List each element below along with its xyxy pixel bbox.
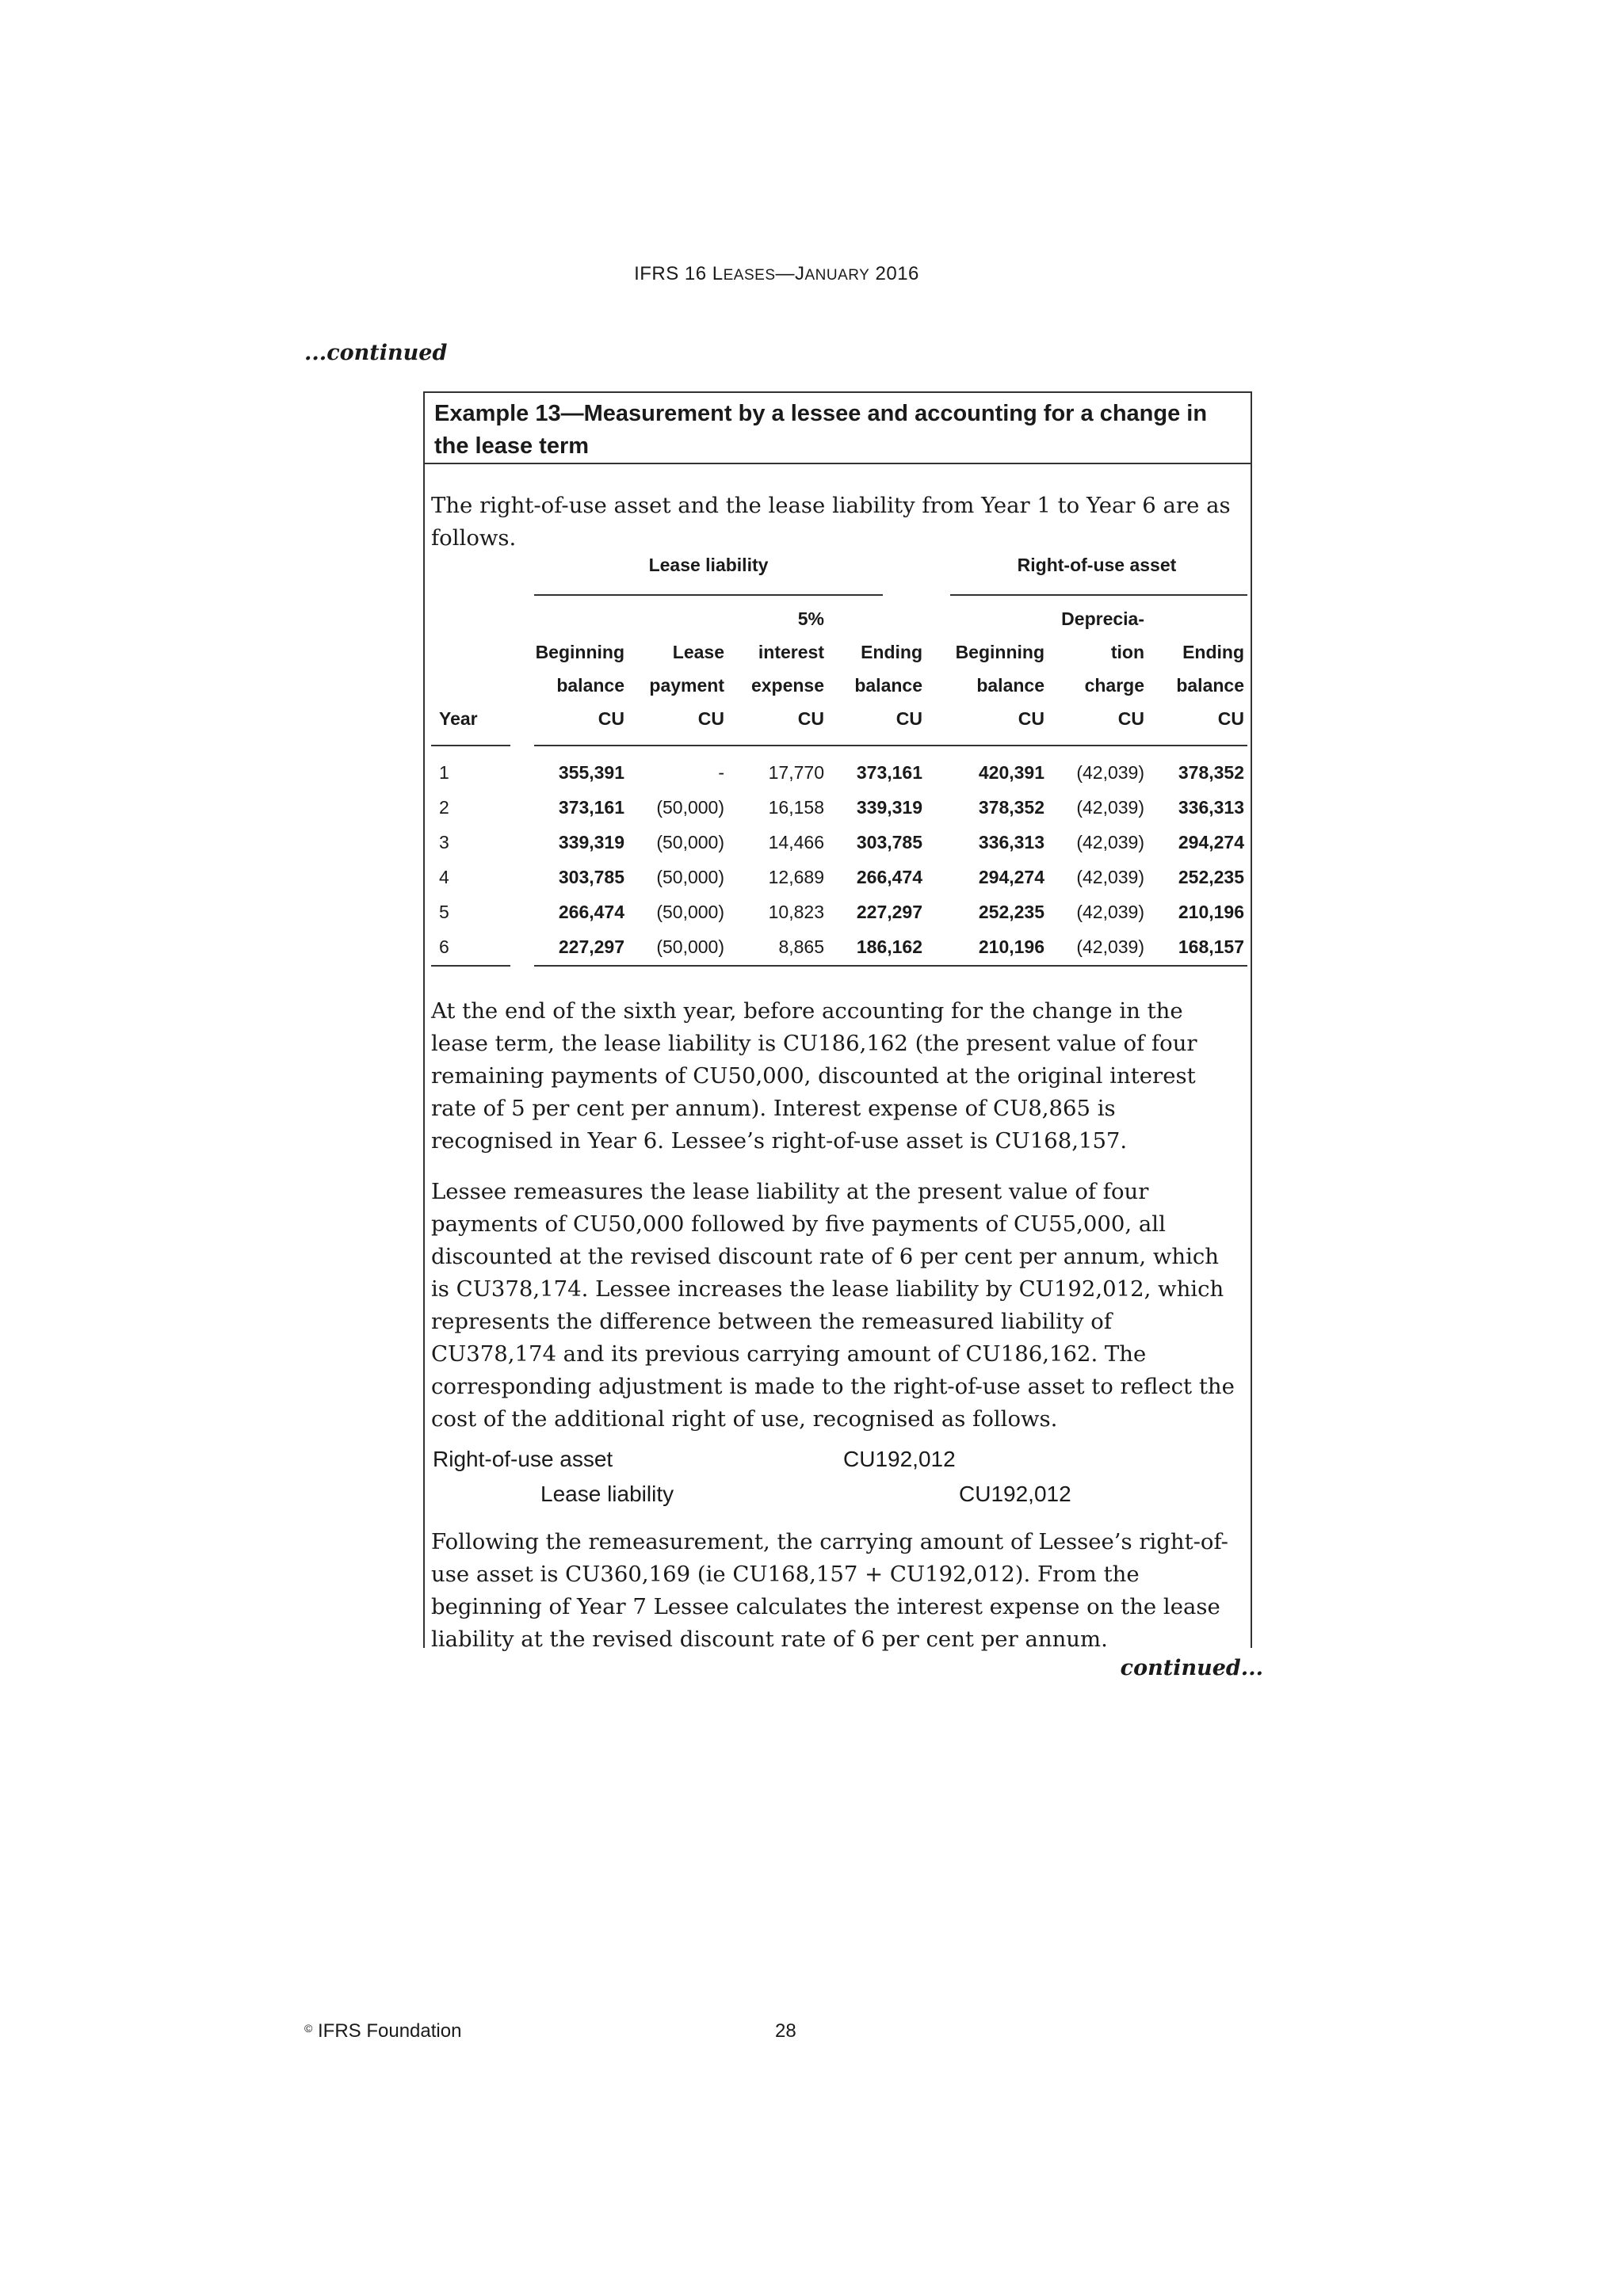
- rule-bottom-year: [431, 965, 510, 967]
- table-cell: (42,039): [1076, 797, 1144, 818]
- header-cell: 5%: [797, 608, 824, 629]
- journal-credit-label: Lease liability: [540, 1482, 674, 1506]
- header-cell: CU: [697, 708, 724, 729]
- footer-copyright: © IFRS Foundation: [304, 2020, 462, 2042]
- row-year: 2: [439, 797, 449, 818]
- table-cell: 12,689: [768, 867, 824, 887]
- rule-bottom: [534, 965, 1247, 967]
- header-cell: CU: [1018, 708, 1044, 729]
- paragraph-2: Lessee remeasures the lease liability at the present value of four payments of CU50,000 followed by five payments of CU55,000, all discounted at the revised discount rate of 6 per cent per annum, which is CU378,174. Lessee increases the lease liability by CU192,012, which represents the difference between the remeasured liability of CU378,174 and its previous carrying amount of CU186,162. The corresponding adjustment is made to the right-of-use asset to reflect the cost of the additional right of use, recognised as follows.: [431, 1179, 1235, 1432]
- header-cell: CU: [896, 708, 922, 729]
- table-cell: (42,039): [1076, 936, 1144, 957]
- table-cell: (50,000): [656, 902, 724, 922]
- journal-debit-amount: CU192,012: [843, 1447, 956, 1471]
- row-year: 4: [439, 867, 449, 887]
- table-cell: (50,000): [656, 867, 724, 887]
- table-cell: 227,297: [558, 936, 624, 957]
- row-year: 1: [439, 762, 449, 783]
- header-cell: CU: [797, 708, 824, 729]
- rule-asset: [950, 594, 1247, 596]
- intro-paragraph: The right-of-use asset and the lease liability from Year 1 to Year 6 are as follows.: [431, 493, 1231, 551]
- table-cell: 168,157: [1178, 936, 1244, 957]
- table-cell: 373,161: [558, 797, 624, 818]
- table-cell: (42,039): [1076, 902, 1144, 922]
- table-cell: (42,039): [1076, 832, 1144, 852]
- table-cell: 8,865: [778, 936, 824, 957]
- header-cell: tion: [1110, 642, 1144, 662]
- group-right-of-use: Right-of-use asset: [1017, 555, 1177, 575]
- table-cell: 210,196: [1178, 902, 1244, 922]
- row-year: 6: [439, 936, 449, 957]
- table-cell: 227,297: [856, 902, 922, 922]
- table-cell: 16,158: [768, 797, 824, 818]
- header-cell: balance: [556, 675, 624, 696]
- header-cell: Deprecia-: [1061, 608, 1144, 629]
- table-cell: 186,162: [856, 936, 922, 957]
- table-cell: 355,391: [558, 762, 624, 783]
- table-cell: 252,235: [1178, 867, 1244, 887]
- header-cell: Year: [439, 708, 478, 729]
- table-cell: 373,161: [856, 762, 922, 783]
- table-cell: 420,391: [978, 762, 1044, 783]
- header-cell: expense: [750, 675, 824, 696]
- continued-top-label: ...continued: [304, 341, 448, 365]
- header-cell: Beginning: [535, 642, 624, 662]
- table-cell: 303,785: [856, 832, 922, 852]
- rule-liability: [534, 594, 883, 596]
- header-cell: Ending: [861, 642, 922, 662]
- header-cell: balance: [1176, 675, 1244, 696]
- table-cell: (42,039): [1076, 867, 1144, 887]
- header-cell: Beginning: [955, 642, 1044, 662]
- page-number: 28: [775, 2020, 796, 2042]
- row-year: 3: [439, 832, 449, 852]
- table-cell: (50,000): [656, 832, 724, 852]
- journal-credit-amount: CU192,012: [959, 1482, 1071, 1506]
- header-cell: balance: [854, 675, 922, 696]
- rule-header-year: [431, 745, 510, 746]
- example-title: Example 13—Measurement by a lessee and accounting for a change in the lease term: [423, 391, 1252, 464]
- running-header: IFRS 16 LEASES—JANUARY 2016: [634, 263, 919, 284]
- table-cell: 210,196: [978, 936, 1044, 957]
- continued-bottom-label: continued...: [1120, 1656, 1263, 1680]
- lease-table: [431, 555, 1247, 967]
- header-cell: CU: [1117, 708, 1144, 729]
- table-cell: 294,274: [978, 867, 1044, 887]
- table-cell: 336,313: [1178, 797, 1244, 818]
- copyright-symbol: ©: [304, 2022, 313, 2035]
- paragraph-3: Following the remeasurement, the carrying amount of Lessee’s right-of-use asset is CU360,169 (ie CU168,157 + CU192,012). From the beginning of Year 7 Lessee calculates the interest expense on the lease liability at the revised discount rate of 6 per cent per annum.: [431, 1529, 1228, 1652]
- row-year: 5: [439, 902, 449, 922]
- rule-header: [534, 745, 1247, 746]
- header-cell: payment: [649, 675, 724, 696]
- table-cell: 378,352: [978, 797, 1044, 818]
- table-cell: 378,352: [1178, 762, 1244, 783]
- table-cell: 252,235: [978, 902, 1044, 922]
- table-cell: 10,823: [768, 902, 824, 922]
- journal-debit-label: Right-of-use asset: [433, 1447, 613, 1471]
- header-cell: Ending: [1182, 642, 1244, 662]
- table-cell: (50,000): [656, 936, 724, 957]
- header-cell: interest: [758, 642, 824, 662]
- table-cell: 303,785: [558, 867, 624, 887]
- table-cell: (50,000): [656, 797, 724, 818]
- table-cell: 336,313: [978, 832, 1044, 852]
- paragraph-1: At the end of the sixth year, before accounting for the change in the lease term, the lease liability is CU186,162 (the present value of four remaining payments of CU50,000, discounted at the original interest rate of 5 per cent per annum). Interest expense of CU8,865 is recognised in Year 6. Lessee’s right-of-use asset is CU168,157.: [431, 998, 1197, 1154]
- header-cell: Lease: [672, 642, 724, 662]
- table-cell: 339,319: [558, 832, 624, 852]
- table-cell: (42,039): [1076, 762, 1144, 783]
- group-lease-liability: Lease liability: [648, 555, 769, 575]
- header-cell: balance: [976, 675, 1044, 696]
- table-cell: 17,770: [768, 762, 824, 783]
- table-cell: 339,319: [856, 797, 922, 818]
- table-cell: 266,474: [558, 902, 624, 922]
- header-cell: charge: [1084, 675, 1144, 696]
- table-cell: 266,474: [856, 867, 922, 887]
- header-cell: CU: [598, 708, 624, 729]
- header-cell: CU: [1217, 708, 1244, 729]
- table-cell: 14,466: [768, 832, 824, 852]
- table-cell: -: [718, 762, 724, 783]
- table-cell: 294,274: [1178, 832, 1244, 852]
